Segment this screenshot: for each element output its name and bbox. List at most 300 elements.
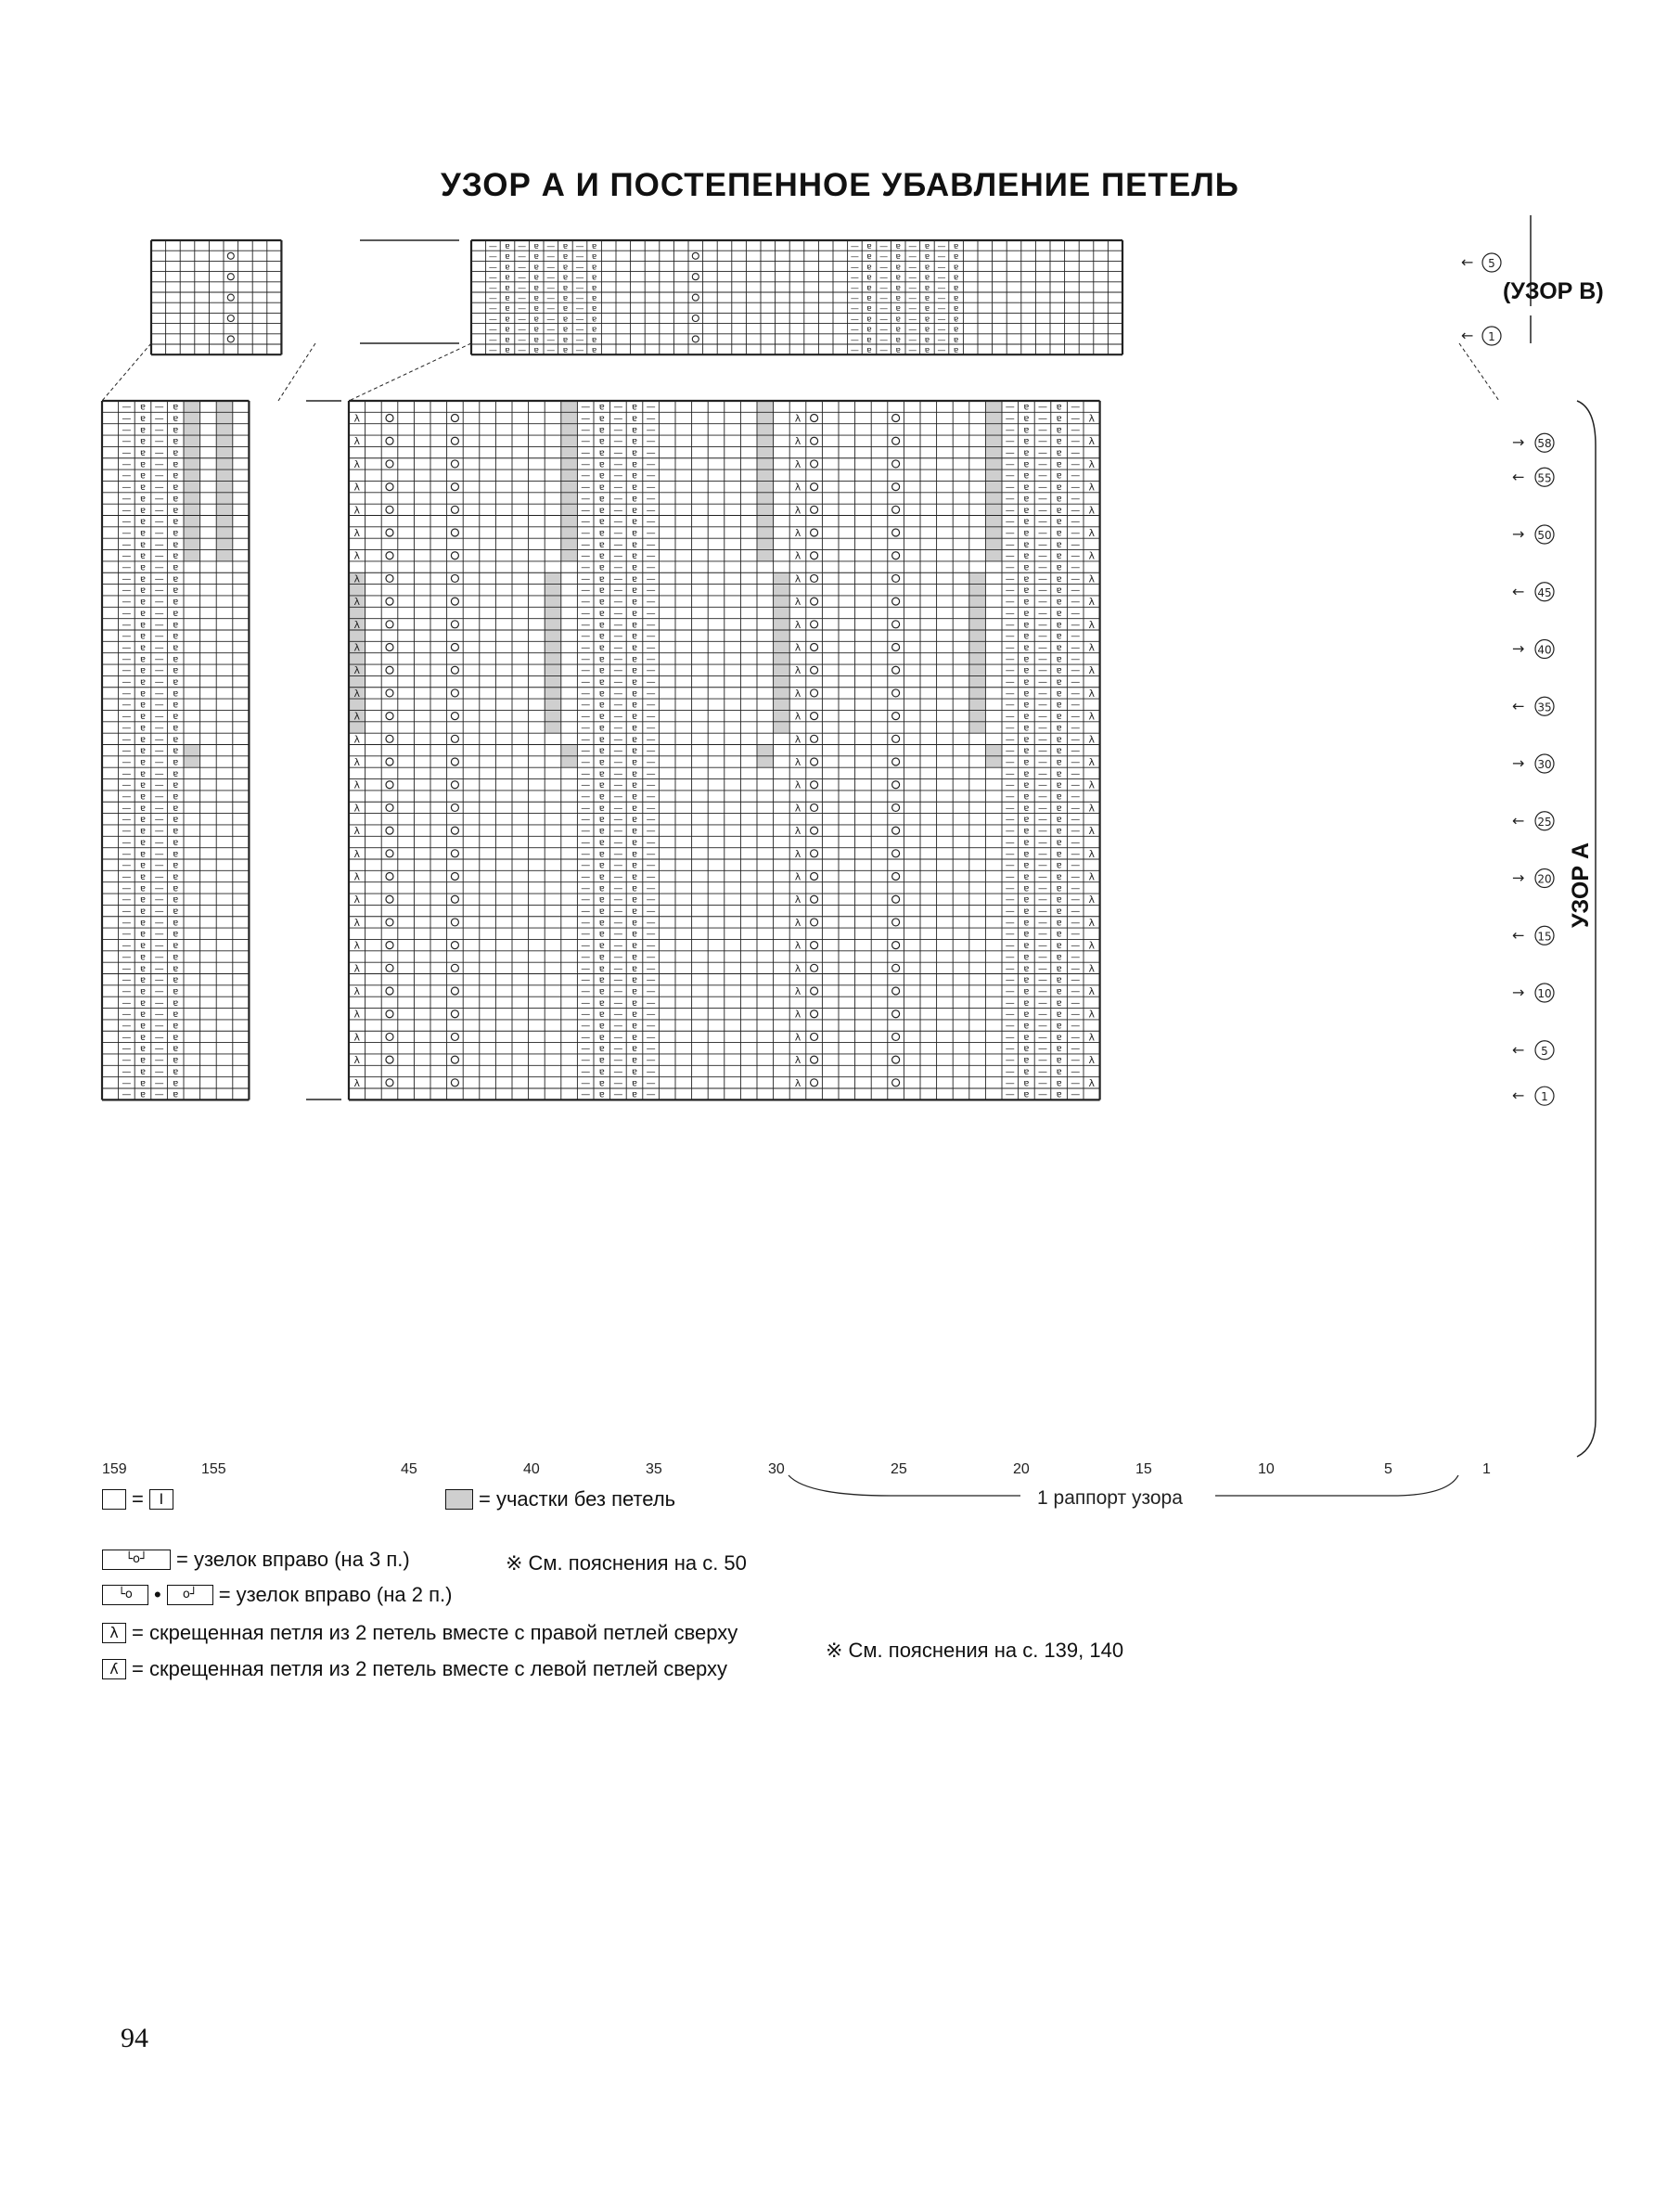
chart-symbol: —: [122, 1044, 132, 1055]
chart-symbol: —: [581, 608, 591, 619]
chart-symbol: ɐ: [1056, 1066, 1062, 1077]
chart-symbol: —: [1038, 505, 1047, 516]
chart-symbol: —: [646, 436, 656, 447]
chart-symbol: —: [1071, 1032, 1081, 1043]
chart-symbol: —: [646, 997, 656, 1009]
decrease-symbol: λ: [794, 870, 802, 883]
yarn-over-symbol: [386, 919, 393, 926]
chart-symbol: —: [646, 551, 656, 562]
decrease-symbol: λ: [1088, 687, 1096, 700]
chart-symbol: ɐ: [1056, 620, 1062, 631]
chart-symbol: —: [1038, 723, 1047, 734]
chart-symbol: —: [1038, 448, 1047, 459]
chart-symbol: ɐ: [139, 894, 147, 906]
yarn-over-symbol: [692, 252, 699, 259]
chart-symbol: ɐ: [598, 1044, 605, 1055]
chart-symbol: —: [122, 791, 132, 803]
chart-symbol: ɐ: [139, 597, 147, 608]
chart-symbol: —: [488, 325, 497, 335]
chart-symbol: ɐ: [598, 654, 605, 665]
row-arrow: →: [1512, 525, 1525, 544]
chart-symbol: —: [122, 929, 132, 940]
chart-symbol: —: [613, 448, 623, 459]
decrease-symbol: λ: [1088, 664, 1096, 677]
chart-symbol: ɐ: [953, 335, 959, 345]
chart-symbol: —: [122, 517, 132, 528]
chart-symbol: —: [122, 402, 132, 413]
chart-symbol: —: [518, 263, 527, 273]
chart-symbol: ɐ: [139, 425, 147, 436]
chart-symbol: ɐ: [631, 768, 638, 779]
chart-symbol: ɐ: [139, 585, 147, 597]
chart-symbol: —: [850, 294, 859, 303]
chart-symbol: ɐ: [139, 1032, 147, 1043]
chart-symbol: —: [581, 482, 591, 494]
chart-symbol: ɐ: [631, 723, 638, 734]
chart-symbol: —: [646, 712, 656, 723]
chart-symbol: ɐ: [139, 907, 147, 918]
chart-symbol: ɐ: [598, 539, 605, 550]
chart-symbol: —: [646, 631, 656, 642]
pattern-a-right-grid: [349, 401, 1100, 1100]
chart-symbol: —: [613, 803, 623, 814]
chart-symbol: —: [581, 815, 591, 826]
yarn-over-symbol: [386, 827, 393, 834]
chart-symbol: —: [1038, 826, 1047, 837]
chart-symbol: ɐ: [173, 734, 179, 745]
chart-symbol: —: [646, 723, 656, 734]
chart-symbol: ɐ: [139, 482, 147, 494]
decrease-symbol: λ: [1088, 549, 1096, 562]
chart-symbol: ɐ: [1056, 975, 1062, 986]
chart-symbol: —: [1038, 482, 1047, 494]
chart-symbol: ɐ: [895, 325, 901, 335]
chart-symbol: —: [1038, 734, 1047, 745]
chart-symbol: —: [879, 315, 889, 325]
chart-symbol: ɐ: [139, 849, 147, 860]
chart-symbol: ɐ: [591, 273, 597, 283]
chart-symbol: ɐ: [1056, 597, 1062, 608]
chart-symbol: ɐ: [533, 335, 539, 345]
chart-symbol: —: [1071, 620, 1081, 631]
chart-symbol: ɐ: [533, 242, 539, 251]
chart-symbol: ɐ: [924, 242, 930, 251]
chart-symbol: —: [613, 849, 623, 860]
chart-symbol: —: [646, 975, 656, 986]
decrease-symbol: λ: [353, 435, 361, 448]
yarn-over-symbol: [386, 964, 393, 971]
chart-symbol: —: [581, 871, 591, 882]
chart-symbol: —: [613, 1032, 623, 1043]
chart-symbol: ɐ: [631, 665, 638, 676]
chart-symbol: ɐ: [139, 803, 147, 814]
chart-symbol: —: [613, 768, 623, 779]
chart-symbol: —: [1071, 436, 1081, 447]
chart-symbol: —: [937, 283, 946, 293]
chart-symbol: ɐ: [562, 304, 569, 315]
chart-symbol: ɐ: [1023, 918, 1030, 929]
row-label-20: 20: [1537, 872, 1552, 886]
yarn-over-symbol: [386, 895, 393, 903]
chart-symbol: —: [646, 413, 656, 424]
chart-symbol: ɐ: [924, 304, 930, 315]
yarn-over-symbol: [811, 1079, 818, 1087]
chart-symbol: —: [1005, 757, 1015, 768]
yarn-over-symbol: [451, 850, 458, 857]
yarn-over-symbol: [892, 415, 900, 422]
decrease-symbol: λ: [1088, 457, 1096, 470]
chart-symbol: ɐ: [631, 941, 638, 952]
chart-symbol: —: [546, 304, 556, 315]
chart-symbol: —: [122, 815, 132, 826]
legend-knot2-label: = узелок вправо (на 2 п.): [218, 1583, 453, 1606]
yarn-over-symbol: [386, 1033, 393, 1040]
chart-symbol: —: [1071, 1044, 1081, 1055]
chart-symbol: —: [1071, 757, 1081, 768]
col-label-10: 10: [1258, 1461, 1275, 1477]
chart-symbol: —: [1005, 952, 1015, 963]
chart-symbol: —: [1005, 654, 1015, 665]
chart-symbol: —: [613, 1009, 623, 1021]
col-label-45: 45: [401, 1461, 417, 1477]
chart-symbol: ɐ: [598, 1032, 605, 1043]
chart-symbol: ɐ: [173, 883, 179, 894]
chart-symbol: —: [1005, 907, 1015, 918]
chart-symbol: —: [581, 986, 591, 997]
chart-symbol: ɐ: [598, 608, 605, 619]
yarn-over-symbol: [892, 873, 900, 881]
chart-symbol: ɐ: [1023, 975, 1030, 986]
yarn-over-symbol: [892, 666, 900, 674]
chart-symbol: ɐ: [598, 425, 605, 436]
chart-symbol: ɐ: [173, 952, 179, 963]
cross-right-symbol: λ: [102, 1623, 126, 1643]
chart-symbol: —: [154, 517, 164, 528]
decrease-symbol: λ: [1088, 1054, 1096, 1067]
yarn-over-symbol: [386, 1056, 393, 1063]
chart-symbol: ɐ: [631, 505, 638, 516]
decrease-symbol: λ: [794, 687, 802, 700]
chart-symbol: ɐ: [1023, 677, 1030, 688]
chart-symbol: ɐ: [173, 677, 179, 688]
chart-symbol: ɐ: [1023, 941, 1030, 952]
yarn-over-symbol: [811, 415, 818, 422]
chart-symbol: —: [1005, 470, 1015, 482]
decrease-symbol: λ: [353, 1054, 361, 1067]
chart-symbol: —: [154, 528, 164, 539]
chart-symbol: —: [154, 918, 164, 929]
chart-symbol: —: [154, 1066, 164, 1077]
chart-symbol: ɐ: [598, 1021, 605, 1032]
yarn-over-symbol: [811, 804, 818, 811]
chart-symbol: —: [581, 780, 591, 791]
chart-symbol: —: [122, 448, 132, 459]
chart-symbol: ɐ: [631, 815, 638, 826]
chart-symbol: —: [581, 413, 591, 424]
chart-symbol: ɐ: [631, 528, 638, 539]
chart-symbol: ɐ: [139, 528, 147, 539]
chart-symbol: ɐ: [173, 1089, 179, 1100]
chart-symbol: —: [154, 551, 164, 562]
chart-symbol: ɐ: [505, 335, 510, 345]
chart-symbol: ɐ: [173, 470, 179, 482]
chart-symbol: ɐ: [1023, 539, 1030, 550]
chart-symbol: ɐ: [139, 723, 147, 734]
chart-symbol: ɐ: [533, 263, 539, 273]
chart-symbol: —: [1071, 1009, 1081, 1021]
knot3-symbol: └o┘: [102, 1550, 171, 1570]
row-arrow: ←: [1512, 468, 1525, 486]
chart-symbol: —: [1038, 620, 1047, 631]
chart-symbol: ɐ: [505, 242, 510, 251]
chart-symbol: —: [154, 562, 164, 573]
chart-symbol: —: [581, 597, 591, 608]
chart-symbol: —: [908, 315, 917, 325]
chart-symbol: —: [154, 826, 164, 837]
chart-symbol: —: [581, 573, 591, 585]
row-arrow: ←: [1512, 811, 1525, 829]
chart-symbol: —: [646, 941, 656, 952]
decrease-symbol: λ: [353, 641, 361, 654]
chart-symbol: ɐ: [924, 252, 930, 263]
chart-symbol: ɐ: [1056, 654, 1062, 665]
chart-symbol: ɐ: [924, 346, 930, 355]
chart-symbol: —: [154, 997, 164, 1009]
yarn-over-symbol: [386, 758, 393, 765]
chart-symbol: ɐ: [1023, 505, 1030, 516]
chart-symbol: —: [1038, 1009, 1047, 1021]
yarn-over-symbol: [451, 506, 458, 513]
chart-symbol: —: [518, 242, 527, 251]
chart-symbol: —: [1071, 539, 1081, 550]
chart-symbol: ɐ: [173, 1066, 179, 1077]
yarn-over-symbol: [811, 1033, 818, 1040]
chart-symbol: —: [613, 1066, 623, 1077]
yarn-over-symbol: [811, 758, 818, 765]
chart-symbol: —: [154, 712, 164, 723]
yarn-over-symbol: [692, 294, 699, 301]
chart-symbol: —: [154, 470, 164, 482]
chart-symbol: —: [1038, 1089, 1047, 1100]
chart-symbol: —: [613, 505, 623, 516]
chart-symbol: —: [546, 315, 556, 325]
chart-symbol: ɐ: [895, 315, 901, 325]
chart-symbol: —: [613, 562, 623, 573]
chart-symbol: ɐ: [1056, 528, 1062, 539]
chart-symbol: —: [1005, 791, 1015, 803]
chart-symbol: —: [154, 757, 164, 768]
chart-symbol: —: [546, 294, 556, 303]
chart-symbol: —: [613, 815, 623, 826]
chart-symbol: ɐ: [631, 631, 638, 642]
chart-symbol: —: [646, 700, 656, 711]
chart-symbol: ɐ: [139, 608, 147, 619]
chart-symbol: —: [154, 734, 164, 745]
decrease-symbol: λ: [1088, 755, 1096, 768]
chart-symbol: —: [613, 436, 623, 447]
chart-symbol: ɐ: [139, 665, 147, 676]
chart-symbol: —: [1071, 654, 1081, 665]
chart-symbol: —: [581, 585, 591, 597]
note-page-139: ※ См. пояснения на с. 139, 140: [826, 1639, 1124, 1662]
chart-symbol: ɐ: [598, 975, 605, 986]
chart-symbol: ɐ: [505, 263, 510, 273]
chart-symbol: —: [1005, 780, 1015, 791]
chart-symbol: —: [518, 325, 527, 335]
chart-symbol: —: [122, 631, 132, 642]
yarn-over-symbol: [451, 689, 458, 697]
chart-symbol: —: [850, 346, 859, 355]
chart-symbol: ɐ: [139, 746, 147, 757]
chart-symbol: ɐ: [1023, 1044, 1030, 1055]
yarn-over-symbol: [451, 964, 458, 971]
decrease-symbol: λ: [1088, 710, 1096, 723]
chart-symbol: ɐ: [1056, 712, 1062, 723]
chart-symbol: —: [646, 425, 656, 436]
decrease-symbol: λ: [1088, 847, 1096, 860]
chart-symbol: ɐ: [1023, 688, 1030, 700]
chart-symbol: ɐ: [598, 642, 605, 653]
chart-symbol: ɐ: [1056, 746, 1062, 757]
chart-symbol: ɐ: [866, 283, 872, 293]
chart-symbol: —: [154, 413, 164, 424]
chart-symbol: ɐ: [1056, 551, 1062, 562]
chart-symbol: —: [613, 425, 623, 436]
chart-symbol: —: [122, 677, 132, 688]
chart-symbol: —: [1038, 883, 1047, 894]
chart-symbol: —: [1038, 413, 1047, 424]
chart-symbol: ɐ: [924, 335, 930, 345]
chart-symbol: ɐ: [1023, 482, 1030, 494]
chart-symbol: ɐ: [1056, 505, 1062, 516]
chart-symbol: —: [613, 791, 623, 803]
chart-symbol: —: [154, 963, 164, 974]
yarn-over-symbol: [892, 850, 900, 857]
chart-symbol: ɐ: [598, 907, 605, 918]
chart-symbol: ɐ: [173, 1044, 179, 1055]
decrease-symbol: λ: [1088, 916, 1096, 929]
chart-symbol: ɐ: [631, 849, 638, 860]
chart-symbol: —: [122, 986, 132, 997]
chart-symbol: —: [154, 871, 164, 882]
chart-symbol: —: [581, 1089, 591, 1100]
chart-symbol: ɐ: [173, 871, 179, 882]
chart-symbol: ɐ: [631, 791, 638, 803]
chart-symbol: —: [613, 963, 623, 974]
chart-symbol: —: [908, 263, 917, 273]
chart-symbol: —: [1005, 803, 1015, 814]
chart-symbol: ɐ: [631, 677, 638, 688]
chart-symbol: —: [1005, 712, 1015, 723]
chart-symbol: ɐ: [1056, 1078, 1062, 1089]
chart-symbol: —: [488, 335, 497, 345]
chart-symbol: ɐ: [173, 780, 179, 791]
legend-empty: [102, 1487, 173, 1511]
chart-symbol: ɐ: [1023, 871, 1030, 882]
chart-symbol: —: [1005, 1021, 1015, 1032]
chart-symbol: ɐ: [598, 734, 605, 745]
chart-symbol: ɐ: [631, 425, 638, 436]
chart-symbol: ɐ: [139, 941, 147, 952]
yarn-over-symbol: [451, 415, 458, 422]
chart-symbol: —: [154, 494, 164, 505]
chart-symbol: —: [122, 860, 132, 871]
chart-symbol: —: [646, 539, 656, 550]
col-label-25: 25: [891, 1461, 907, 1477]
chart-symbol: ɐ: [866, 242, 872, 251]
chart-symbol: ɐ: [139, 860, 147, 871]
chart-symbol: ɐ: [631, 757, 638, 768]
chart-symbol: ɐ: [139, 562, 147, 573]
chart-symbol: —: [581, 459, 591, 470]
chart-symbol: ɐ: [173, 929, 179, 940]
yarn-over-symbol: [811, 666, 818, 674]
chart-symbol: —: [613, 608, 623, 619]
yarn-over-symbol: [892, 735, 900, 742]
chart-symbol: —: [1071, 1089, 1081, 1100]
yarn-over-symbol: [451, 483, 458, 491]
chart-symbol: —: [646, 665, 656, 676]
chart-symbol: ɐ: [631, 494, 638, 505]
chart-symbol: ɐ: [631, 1078, 638, 1089]
chart-symbol: ɐ: [953, 346, 959, 355]
chart-symbol: ɐ: [139, 413, 147, 424]
chart-symbol: ɐ: [1056, 849, 1062, 860]
yarn-over-symbol: [451, 713, 458, 720]
chart-symbol: ɐ: [1056, 402, 1062, 413]
chart-symbol: ɐ: [173, 1021, 179, 1032]
chart-symbol: —: [646, 837, 656, 848]
chart-symbol: —: [1005, 436, 1015, 447]
chart-symbol: —: [646, 494, 656, 505]
yarn-over-symbol: [451, 1010, 458, 1018]
chart-symbol: ɐ: [631, 734, 638, 745]
chart-symbol: ɐ: [631, 562, 638, 573]
chart-symbol: —: [122, 975, 132, 986]
chart-symbol: ɐ: [1023, 1009, 1030, 1021]
chart-symbol: ɐ: [631, 1009, 638, 1021]
yarn-over-symbol: [451, 1079, 458, 1087]
decrease-symbol: λ: [794, 916, 802, 929]
row-label-58: 58: [1537, 437, 1552, 451]
chart-symbol: —: [1005, 620, 1015, 631]
yarn-over-symbol: [892, 964, 900, 971]
chart-symbol: —: [1038, 918, 1047, 929]
yarn-over-symbol: [811, 621, 818, 628]
pattern-b-label: (УЗОР В): [1503, 278, 1604, 304]
chart-symbol: —: [613, 528, 623, 539]
chart-symbol: ɐ: [895, 304, 901, 315]
decrease-symbol: λ: [1088, 939, 1096, 952]
chart-symbol: —: [908, 242, 917, 251]
yarn-over-symbol: [227, 336, 234, 342]
chart-symbol: —: [581, 470, 591, 482]
chart-symbol: ɐ: [173, 494, 179, 505]
yarn-over-symbol: [892, 460, 900, 468]
chart-symbol: —: [1005, 562, 1015, 573]
chart-symbol: —: [1038, 780, 1047, 791]
chart-symbol: —: [122, 700, 132, 711]
chart-symbol: —: [1071, 402, 1081, 413]
chart-symbol: ɐ: [1056, 482, 1062, 494]
yarn-over-symbol: [386, 460, 393, 468]
chart-symbol: ɐ: [139, 700, 147, 711]
yarn-over-symbol: [451, 1033, 458, 1040]
chart-symbol: ɐ: [1056, 768, 1062, 779]
chart-symbol: ɐ: [1023, 551, 1030, 562]
chart-symbol: —: [646, 402, 656, 413]
yarn-over-symbol: [386, 735, 393, 742]
